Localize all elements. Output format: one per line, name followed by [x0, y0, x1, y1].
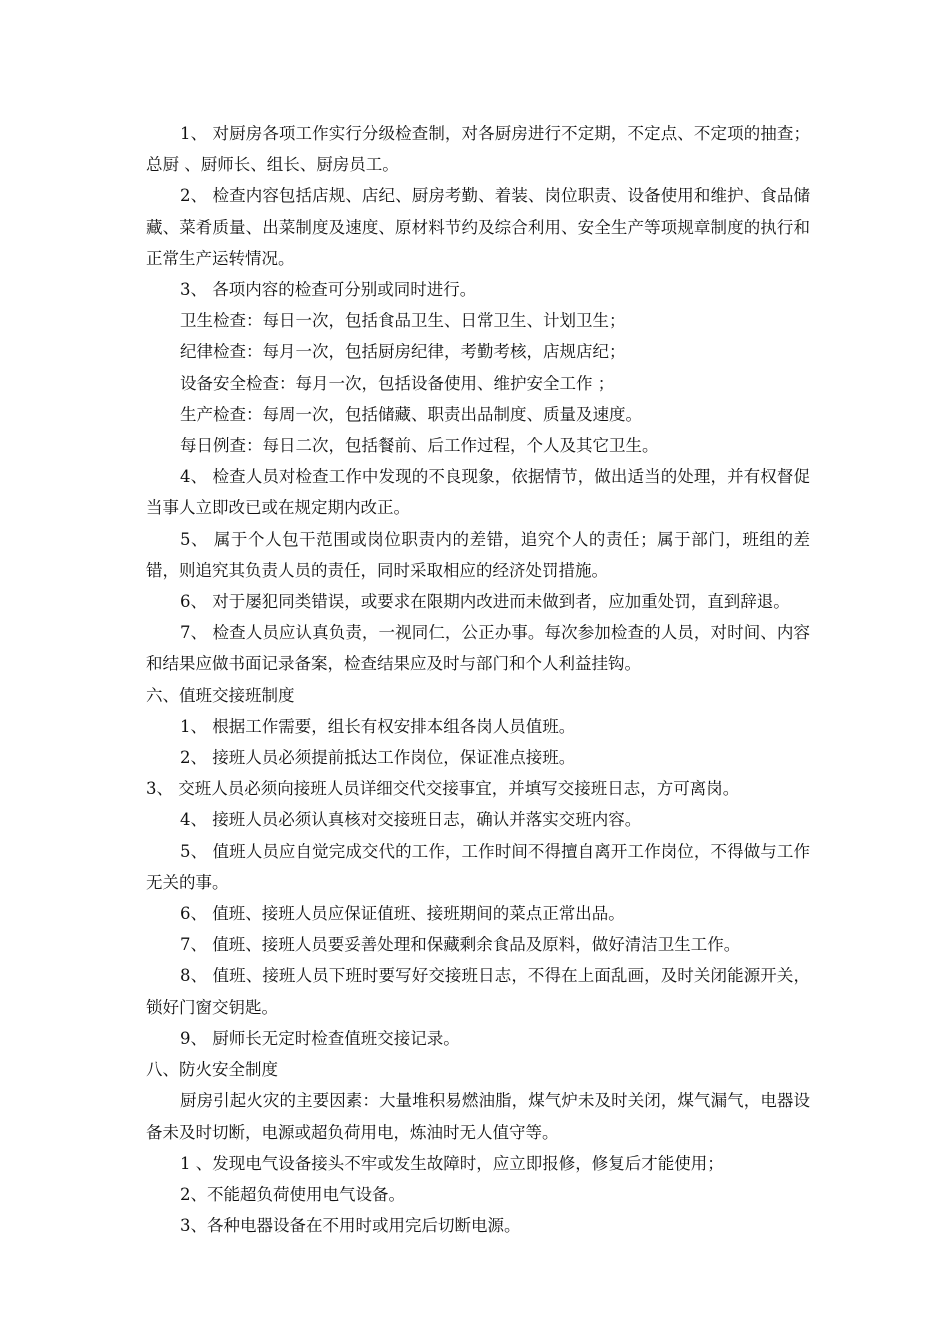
fire-item-2: 2、不能超负荷使用电气设备。	[180, 1184, 405, 1204]
check-production: 生产检查：每周一次，包括储藏、职责出品制度、质量及速度。	[180, 404, 642, 424]
duty-item-4: 4、 接班人员必须认真核对交接班日志，确认并落实交班内容。	[180, 810, 642, 830]
duty-item-1: 1、 根据工作需要，组长有权安排本组各岗人员值班。	[180, 716, 576, 736]
paragraph-check-7: 7、 检查人员应认真负责，一视同仁，公正办事。每次参加检查的人员，对时间、内容和结果应做书面记录备案，检查结果应及时与部门和个人利益挂钩。	[146, 623, 810, 674]
duty-item-7: 7、 值班、接班人员要妥善处理和保藏剩余食品及原料，做好清洁卫生工作。	[180, 935, 741, 955]
fire-safety-section	[146, 1054, 810, 1241]
paragraph-check-3: 3、 各项内容的检查可分别或同时进行。	[180, 280, 477, 300]
duty-item-9: 9、 厨师长无定时检查值班交接记录。	[180, 1028, 460, 1048]
check-hygiene: 卫生检查：每日一次，包括食品卫生、日常卫生、计划卫生；	[180, 311, 626, 331]
check-daily: 每日例查：每日二次，包括餐前、后工作过程，个人及其它卫生。	[180, 436, 659, 456]
fire-item-1: 1 、发现电气设备接头不牢或发生故障时，应立即报修，修复后才能使用；	[180, 1153, 724, 1173]
fire-intro: 厨房引起火灾的主要因素：大量堆积易燃油脂，煤气炉未及时关闭，煤气漏气，电器设备未及时切断，电源或超负荷用电，炼油时无人值守等。	[146, 1091, 810, 1142]
section-heading-duty: 六、值班交接班制度	[146, 685, 295, 705]
paragraph-check-4: 4、 检查人员对检查工作中发现的不良现象，依据情节，做出适当的处理，并有权督促当事人立即改已或在规定期内改正。	[146, 467, 810, 518]
paragraph-check-6: 6、 对于屡犯同类错误，或要求在限期内改进而未做到者，应加重处罚，直到辞退。	[180, 592, 790, 612]
check-discipline: 纪律检查：每月一次，包括厨房纪律，考勤考核，店规店纪；	[180, 342, 626, 362]
document-page	[146, 118, 810, 1241]
fire-item-3: 3、各种电器设备在不用时或用完后切断电源。	[180, 1216, 521, 1236]
duty-item-3: 3、 交班人员必须向接班人员详细交代交接事宜，并填写交接班日志，方可离岗。	[146, 779, 740, 799]
section-heading-fire: 八、防火安全制度	[146, 1060, 278, 1080]
duty-item-8: 8、 值班、接班人员下班时要写好交接班日志，不得在上面乱画，及时关闭能源开关，锁好门窗交钥匙。	[146, 966, 810, 1017]
paragraph-check-2: 2、 检查内容包括店规、店纪、厨房考勤、着装、岗位职责、设备使用和维护、食品储藏、菜肴质量、出菜制度及速度、原材料节约及综合利用、安全生产等项规章制度的执行和正常生产运转情况。	[146, 186, 810, 268]
inspection-section	[146, 118, 810, 680]
duty-section	[146, 680, 810, 1054]
paragraph-check-5: 5、 属于个人包干范围或岗位职责内的差错，追究个人的责任；属于部门，班组的差错，则追究其负责人员的责任，同时采取相应的经济处罚措施。	[146, 529, 810, 580]
duty-item-6: 6、 值班、接班人员应保证值班、接班期间的菜点正常出品。	[180, 904, 625, 924]
duty-item-2: 2、 接班人员必须提前抵达工作岗位，保证准点接班。	[180, 748, 576, 768]
check-equipment-safety: 设备安全检查：每月一次，包括设备使用、维护安全工作 ；	[180, 373, 615, 393]
paragraph-check-1: 1、 对厨房各项工作实行分级检查制，对各厨房进行不定期，不定点、不定项的抽查；总厨 、厨师长、组长、厨房员工。	[146, 124, 810, 175]
duty-item-5: 5、 值班人员应自觉完成交代的工作，工作时间不得擅自离开工作岗位，不得做与工作无关的事。	[146, 841, 810, 892]
